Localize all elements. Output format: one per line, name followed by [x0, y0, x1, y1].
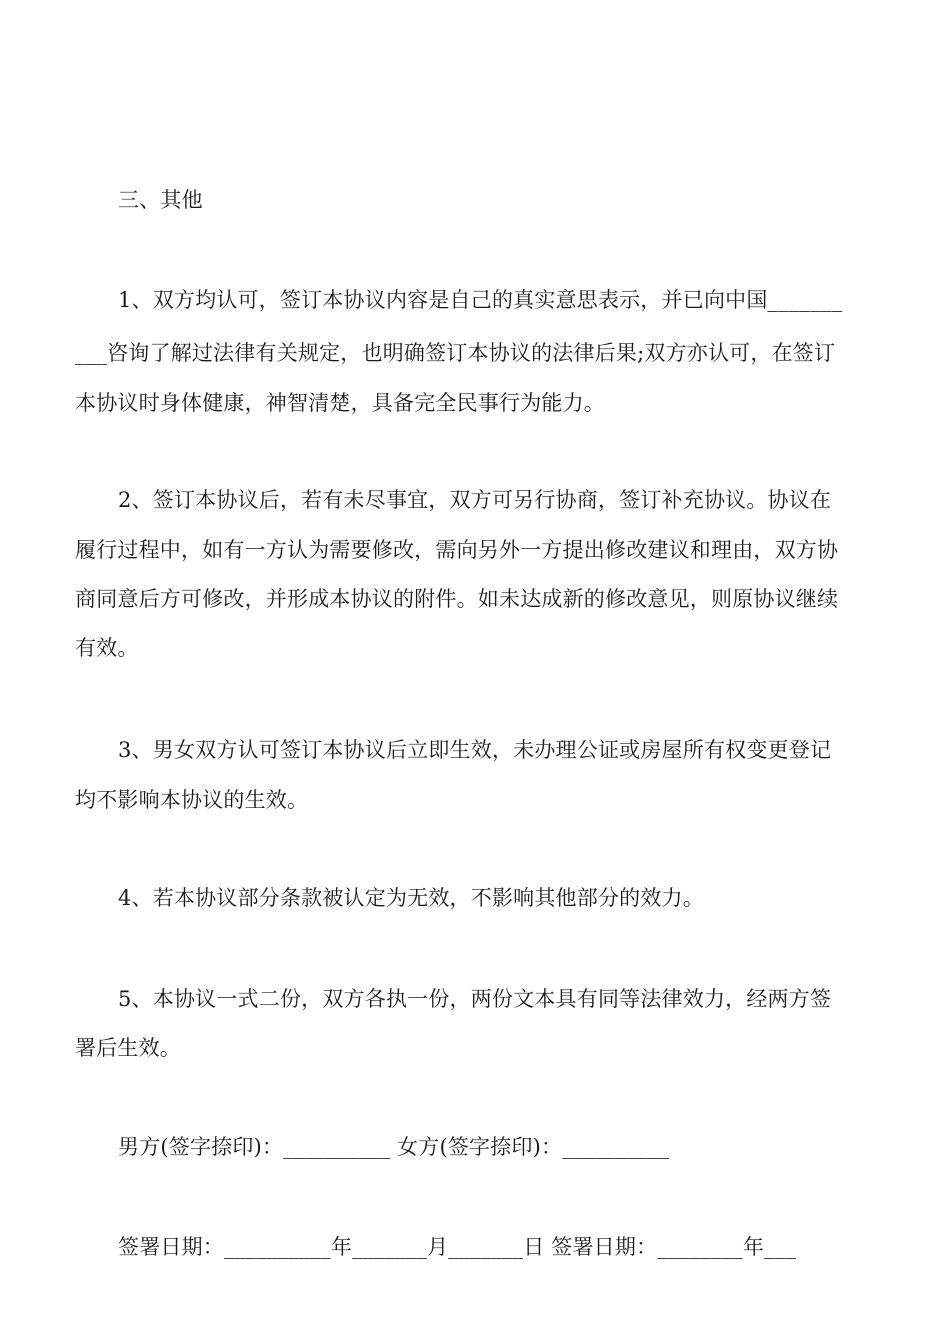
- clause-1-line-1: 1、双方均认可，签订本协议内容是自己的真实意思表示，并已向中国_______: [118, 288, 843, 312]
- clause-5-line-1: 5、本协议一式二份，双方各执一份，两份文本具有同等法律效力，经两方签: [118, 987, 832, 1011]
- clause-1-line-3: 本协议时身体健康，神智清楚，具备完全民事行为能力。: [75, 391, 605, 415]
- clause-2-line-2: 履行过程中，如有一方认为需要修改，需向另外一方提出修改建议和理由，双方协: [75, 538, 839, 562]
- signing-date-line: 签署日期：__________年_______月_______日 签署日期：________年___: [118, 1235, 797, 1259]
- clause-3-line-2: 均不影响本协议的生效。: [75, 788, 309, 812]
- clause-3-line-1: 3、男女双方认可签订本协议后立即生效，未办理公证或房屋所有权变更登记: [118, 738, 832, 762]
- clause-2-line-1: 2、签订本协议后，若有未尽事宜，双方可另行协商，签订补充协议。协议在: [118, 488, 832, 512]
- clause-2-line-3: 商同意后方可修改，并形成本协议的附件。如未达成新的修改意见，则原协议继续: [75, 587, 839, 611]
- clause-1-line-2: ___咨询了解过法律有关规定，也明确签订本协议的法律后果;双方亦认可，在签订: [75, 341, 836, 365]
- signature-line: 男方(签字捺印)：__________ 女方(签字捺印)：__________: [118, 1135, 670, 1159]
- clause-2-line-4: 有效。: [75, 636, 139, 660]
- section-heading: 三、其他: [118, 188, 203, 212]
- clause-4-line-1: 4、若本协议部分条款被认定为无效，不影响其他部分的效力。: [118, 886, 704, 910]
- clause-5-line-2: 署后生效。: [75, 1036, 181, 1060]
